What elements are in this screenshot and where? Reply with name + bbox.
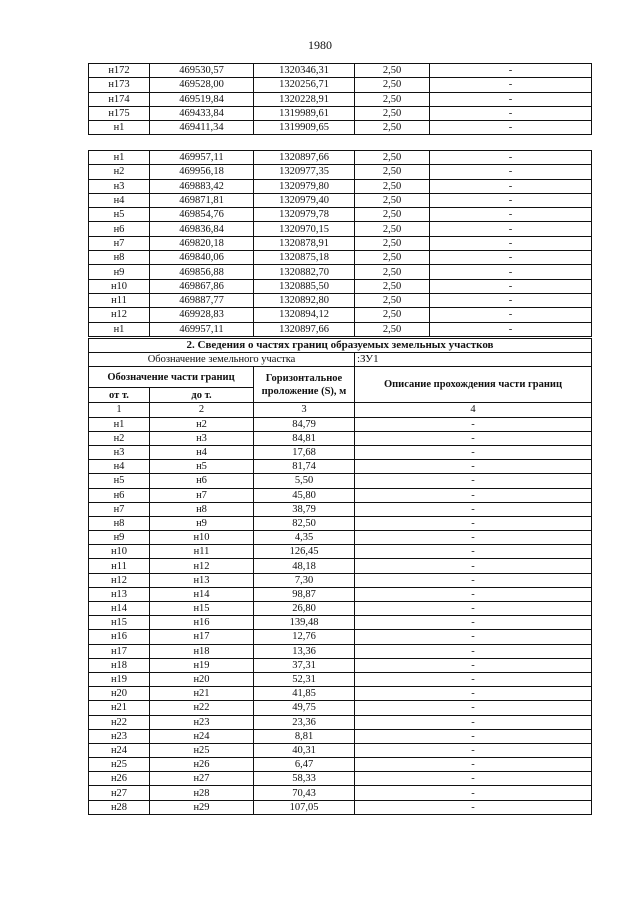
error-cell: 2,50 xyxy=(355,322,430,336)
description-cell: - xyxy=(430,64,592,78)
x-cell: 469856,88 xyxy=(150,265,254,279)
table-row xyxy=(89,193,592,207)
description-cell: - xyxy=(430,251,592,265)
description-cell: - xyxy=(355,743,592,757)
from-point-cell: н4 xyxy=(89,460,150,474)
description-cell: - xyxy=(430,165,592,179)
to-point-cell: н4 xyxy=(150,445,254,459)
description-cell: - xyxy=(430,293,592,307)
from-point-cell: н17 xyxy=(89,644,150,658)
x-cell: 469928,83 xyxy=(150,308,254,322)
x-cell: 469820,18 xyxy=(150,236,254,250)
table-row xyxy=(89,630,592,644)
to-point-cell: н7 xyxy=(150,488,254,502)
description-cell: - xyxy=(355,559,592,573)
table-row xyxy=(89,687,592,701)
point-cell: н9 xyxy=(89,265,150,279)
description-cell: - xyxy=(430,92,592,106)
to-point-cell: н21 xyxy=(150,687,254,701)
description-cell: - xyxy=(355,445,592,459)
x-cell: 469840,06 xyxy=(150,251,254,265)
to-point-cell: н19 xyxy=(150,658,254,672)
x-cell: 469957,11 xyxy=(150,322,254,336)
from-point-cell: н20 xyxy=(89,687,150,701)
to-point-cell: н29 xyxy=(150,800,254,814)
to-point-cell: н17 xyxy=(150,630,254,644)
y-cell: 1320897,66 xyxy=(254,322,355,336)
table-row xyxy=(89,758,592,772)
to-point-cell: н24 xyxy=(150,729,254,743)
length-cell: 98,87 xyxy=(254,587,355,601)
to-point-cell: н9 xyxy=(150,516,254,530)
to-point-cell: н11 xyxy=(150,545,254,559)
table-row xyxy=(89,92,592,106)
point-cell: н1 xyxy=(89,121,150,135)
to-point-cell: н8 xyxy=(150,502,254,516)
description-cell: - xyxy=(355,715,592,729)
y-cell: 1320256,71 xyxy=(254,78,355,92)
to-point-cell: н23 xyxy=(150,715,254,729)
table-row xyxy=(89,222,592,236)
error-cell: 2,50 xyxy=(355,193,430,207)
description-cell: - xyxy=(355,758,592,772)
from-point-cell: н24 xyxy=(89,743,150,757)
description-cell: - xyxy=(355,772,592,786)
description-cell: - xyxy=(355,800,592,814)
from-point-cell: н9 xyxy=(89,531,150,545)
length-cell: 82,50 xyxy=(254,516,355,530)
y-cell: 1320875,18 xyxy=(254,251,355,265)
length-cell: 4,35 xyxy=(254,531,355,545)
description-cell: - xyxy=(355,658,592,672)
table-row xyxy=(89,106,592,120)
error-cell: 2,50 xyxy=(355,265,430,279)
description-cell: - xyxy=(355,786,592,800)
length-cell: 37,31 xyxy=(254,658,355,672)
y-cell: 1320882,70 xyxy=(254,265,355,279)
length-cell: 81,74 xyxy=(254,460,355,474)
description-cell: - xyxy=(355,630,592,644)
point-cell: н4 xyxy=(89,193,150,207)
description-cell: - xyxy=(355,474,592,488)
table-row xyxy=(89,179,592,193)
point-cell: н11 xyxy=(89,293,150,307)
table-row xyxy=(89,460,592,474)
description-cell: - xyxy=(355,687,592,701)
table-row xyxy=(89,616,592,630)
error-cell: 2,50 xyxy=(355,251,430,265)
y-cell: 1320894,12 xyxy=(254,308,355,322)
error-cell: 2,50 xyxy=(355,236,430,250)
description-cell: - xyxy=(430,308,592,322)
length-cell: 38,79 xyxy=(254,502,355,516)
description-cell: - xyxy=(430,222,592,236)
to-point-cell: н2 xyxy=(150,417,254,431)
description-cell: - xyxy=(355,587,592,601)
point-cell: н2 xyxy=(89,165,150,179)
length-cell: 8,81 xyxy=(254,729,355,743)
y-cell: 1320977,35 xyxy=(254,165,355,179)
from-point-cell: н2 xyxy=(89,431,150,445)
from-point-cell: н8 xyxy=(89,516,150,530)
table-row xyxy=(89,322,592,336)
from-point-cell: н18 xyxy=(89,658,150,672)
y-cell: 1320979,78 xyxy=(254,208,355,222)
to-point-cell: н22 xyxy=(150,701,254,715)
error-cell: 2,50 xyxy=(355,92,430,106)
table-row xyxy=(89,729,592,743)
from-point-cell: н23 xyxy=(89,729,150,743)
table-row xyxy=(89,559,592,573)
col-number-3: 3 xyxy=(254,403,355,417)
length-cell: 23,36 xyxy=(254,715,355,729)
from-point-cell: н27 xyxy=(89,786,150,800)
point-cell: н1 xyxy=(89,151,150,165)
y-cell: 1320346,31 xyxy=(254,64,355,78)
table-row xyxy=(89,445,592,459)
point-cell: н175 xyxy=(89,106,150,120)
description-cell: - xyxy=(430,193,592,207)
description-cell: - xyxy=(355,701,592,715)
length-cell: 49,75 xyxy=(254,701,355,715)
description-cell: - xyxy=(430,121,592,135)
parcel-value: :ЗУ1 xyxy=(355,353,592,367)
point-cell: н174 xyxy=(89,92,150,106)
length-cell: 52,31 xyxy=(254,672,355,686)
to-point-cell: н27 xyxy=(150,772,254,786)
table-row xyxy=(89,165,592,179)
point-cell: н173 xyxy=(89,78,150,92)
length-cell: 5,50 xyxy=(254,474,355,488)
description-cell: - xyxy=(355,460,592,474)
error-cell: 2,50 xyxy=(355,179,430,193)
from-label: от т. xyxy=(89,388,150,403)
length-cell: 48,18 xyxy=(254,559,355,573)
length-cell: 41,85 xyxy=(254,687,355,701)
col-number-4: 4 xyxy=(355,403,592,417)
to-point-cell: н3 xyxy=(150,431,254,445)
table-row xyxy=(89,658,592,672)
point-cell: н12 xyxy=(89,308,150,322)
y-cell: 1320897,66 xyxy=(254,151,355,165)
length-cell: 12,76 xyxy=(254,630,355,644)
description-cell: - xyxy=(355,431,592,445)
point-cell: н10 xyxy=(89,279,150,293)
table-row xyxy=(89,602,592,616)
length-cell: 70,43 xyxy=(254,786,355,800)
length-cell: 40,31 xyxy=(254,743,355,757)
from-point-cell: н10 xyxy=(89,545,150,559)
from-point-cell: н13 xyxy=(89,587,150,601)
y-cell: 1320970,15 xyxy=(254,222,355,236)
length-cell: 84,79 xyxy=(254,417,355,431)
from-point-cell: н28 xyxy=(89,800,150,814)
description-cell: - xyxy=(355,516,592,530)
table-row xyxy=(89,293,592,307)
description-cell: - xyxy=(430,208,592,222)
from-point-cell: н22 xyxy=(89,715,150,729)
description-cell: - xyxy=(355,644,592,658)
description-cell: - xyxy=(355,531,592,545)
description-cell: - xyxy=(355,616,592,630)
description-cell: - xyxy=(430,106,592,120)
from-point-cell: н19 xyxy=(89,672,150,686)
description-cell: - xyxy=(355,488,592,502)
table-row xyxy=(89,64,592,78)
length-cell: 26,80 xyxy=(254,602,355,616)
table-row xyxy=(89,531,592,545)
col-number-2: 2 xyxy=(150,403,254,417)
to-point-cell: н5 xyxy=(150,460,254,474)
length-label: Горизонтальное проложение (S), м xyxy=(254,367,355,403)
boundary-parts-table xyxy=(88,338,592,815)
from-point-cell: н3 xyxy=(89,445,150,459)
description-cell: - xyxy=(430,151,592,165)
table-row xyxy=(89,587,592,601)
error-cell: 2,50 xyxy=(355,151,430,165)
table-row xyxy=(89,474,592,488)
from-point-cell: н16 xyxy=(89,630,150,644)
length-cell: 139,48 xyxy=(254,616,355,630)
from-point-cell: н14 xyxy=(89,602,150,616)
description-cell: - xyxy=(430,322,592,336)
table-row xyxy=(89,151,592,165)
to-point-cell: н16 xyxy=(150,616,254,630)
error-cell: 2,50 xyxy=(355,121,430,135)
to-point-cell: н15 xyxy=(150,602,254,616)
x-cell: 469836,84 xyxy=(150,222,254,236)
length-cell: 126,45 xyxy=(254,545,355,559)
from-point-cell: н26 xyxy=(89,772,150,786)
from-point-cell: н15 xyxy=(89,616,150,630)
description-cell: - xyxy=(430,179,592,193)
table-row xyxy=(89,279,592,293)
y-cell: 1320979,80 xyxy=(254,179,355,193)
x-cell: 469867,86 xyxy=(150,279,254,293)
point-cell: н3 xyxy=(89,179,150,193)
table-row xyxy=(89,251,592,265)
to-point-cell: н20 xyxy=(150,672,254,686)
to-point-cell: н18 xyxy=(150,644,254,658)
from-point-cell: н6 xyxy=(89,488,150,502)
table-row xyxy=(89,701,592,715)
description-cell: - xyxy=(355,672,592,686)
description-cell: - xyxy=(355,729,592,743)
point-cell: н1 xyxy=(89,322,150,336)
point-cell: н6 xyxy=(89,222,150,236)
from-point-cell: н12 xyxy=(89,573,150,587)
table-row xyxy=(89,308,592,322)
x-cell: 469411,34 xyxy=(150,121,254,135)
table-row xyxy=(89,121,592,135)
table-row xyxy=(89,488,592,502)
table-row xyxy=(89,417,592,431)
description-cell: - xyxy=(430,265,592,279)
table-row xyxy=(89,265,592,279)
from-point-cell: н25 xyxy=(89,758,150,772)
table-row xyxy=(89,772,592,786)
to-point-cell: н28 xyxy=(150,786,254,800)
page-number: 1980 xyxy=(308,38,332,52)
table-row xyxy=(89,786,592,800)
x-cell: 469519,84 xyxy=(150,92,254,106)
part-label: Обозначение части границ xyxy=(89,367,254,388)
error-cell: 2,50 xyxy=(355,106,430,120)
description-cell: - xyxy=(355,545,592,559)
desc-label: Описание прохождения части границ xyxy=(355,367,592,403)
x-cell: 469528,00 xyxy=(150,78,254,92)
x-cell: 469883,42 xyxy=(150,179,254,193)
error-cell: 2,50 xyxy=(355,279,430,293)
length-cell: 84,81 xyxy=(254,431,355,445)
point-cell: н172 xyxy=(89,64,150,78)
x-cell: 469854,76 xyxy=(150,208,254,222)
to-point-cell: н14 xyxy=(150,587,254,601)
table-row xyxy=(89,672,592,686)
description-cell: - xyxy=(355,417,592,431)
x-cell: 469433,84 xyxy=(150,106,254,120)
y-cell: 1319909,65 xyxy=(254,121,355,135)
to-point-cell: н26 xyxy=(150,758,254,772)
length-cell: 6,47 xyxy=(254,758,355,772)
x-cell: 469956,18 xyxy=(150,165,254,179)
length-cell: 13,36 xyxy=(254,644,355,658)
table-row xyxy=(89,715,592,729)
y-cell: 1320892,80 xyxy=(254,293,355,307)
table-row xyxy=(89,431,592,445)
to-point-cell: н25 xyxy=(150,743,254,757)
length-cell: 58,33 xyxy=(254,772,355,786)
from-point-cell: н7 xyxy=(89,502,150,516)
from-point-cell: н5 xyxy=(89,474,150,488)
error-cell: 2,50 xyxy=(355,64,430,78)
point-cell: н8 xyxy=(89,251,150,265)
coordinates-table-continued xyxy=(88,63,592,135)
table-row xyxy=(89,743,592,757)
table-row xyxy=(89,545,592,559)
to-point-cell: н12 xyxy=(150,559,254,573)
error-cell: 2,50 xyxy=(355,78,430,92)
description-cell: - xyxy=(430,279,592,293)
x-cell: 469871,81 xyxy=(150,193,254,207)
to-point-cell: н10 xyxy=(150,531,254,545)
table-row xyxy=(89,644,592,658)
from-point-cell: н1 xyxy=(89,417,150,431)
table-row xyxy=(89,502,592,516)
point-cell: н5 xyxy=(89,208,150,222)
description-cell: - xyxy=(355,502,592,516)
x-cell: 469887,77 xyxy=(150,293,254,307)
parcel-label: Обозначение земельного участка xyxy=(89,353,355,367)
error-cell: 2,50 xyxy=(355,165,430,179)
x-cell: 469530,57 xyxy=(150,64,254,78)
length-cell: 107,05 xyxy=(254,800,355,814)
y-cell: 1319989,61 xyxy=(254,106,355,120)
description-cell: - xyxy=(355,602,592,616)
y-cell: 1320979,40 xyxy=(254,193,355,207)
col-number-1: 1 xyxy=(89,403,150,417)
table-row xyxy=(89,573,592,587)
point-cell: н7 xyxy=(89,236,150,250)
section-title: 2. Сведения о частях границ образуемых земельных участков xyxy=(89,339,592,353)
error-cell: 2,50 xyxy=(355,308,430,322)
table-row xyxy=(89,78,592,92)
length-cell: 45,80 xyxy=(254,488,355,502)
description-cell: - xyxy=(430,236,592,250)
table-row xyxy=(89,800,592,814)
from-point-cell: н21 xyxy=(89,701,150,715)
y-cell: 1320228,91 xyxy=(254,92,355,106)
x-cell: 469957,11 xyxy=(150,151,254,165)
y-cell: 1320878,91 xyxy=(254,236,355,250)
length-cell: 17,68 xyxy=(254,445,355,459)
to-label: до т. xyxy=(150,388,254,403)
coordinates-table-parcel xyxy=(88,150,592,337)
error-cell: 2,50 xyxy=(355,293,430,307)
table-row xyxy=(89,516,592,530)
description-cell: - xyxy=(355,573,592,587)
to-point-cell: н13 xyxy=(150,573,254,587)
length-cell: 7,30 xyxy=(254,573,355,587)
error-cell: 2,50 xyxy=(355,222,430,236)
table-row xyxy=(89,208,592,222)
description-cell: - xyxy=(430,78,592,92)
table-row xyxy=(89,236,592,250)
from-point-cell: н11 xyxy=(89,559,150,573)
y-cell: 1320885,50 xyxy=(254,279,355,293)
to-point-cell: н6 xyxy=(150,474,254,488)
error-cell: 2,50 xyxy=(355,208,430,222)
